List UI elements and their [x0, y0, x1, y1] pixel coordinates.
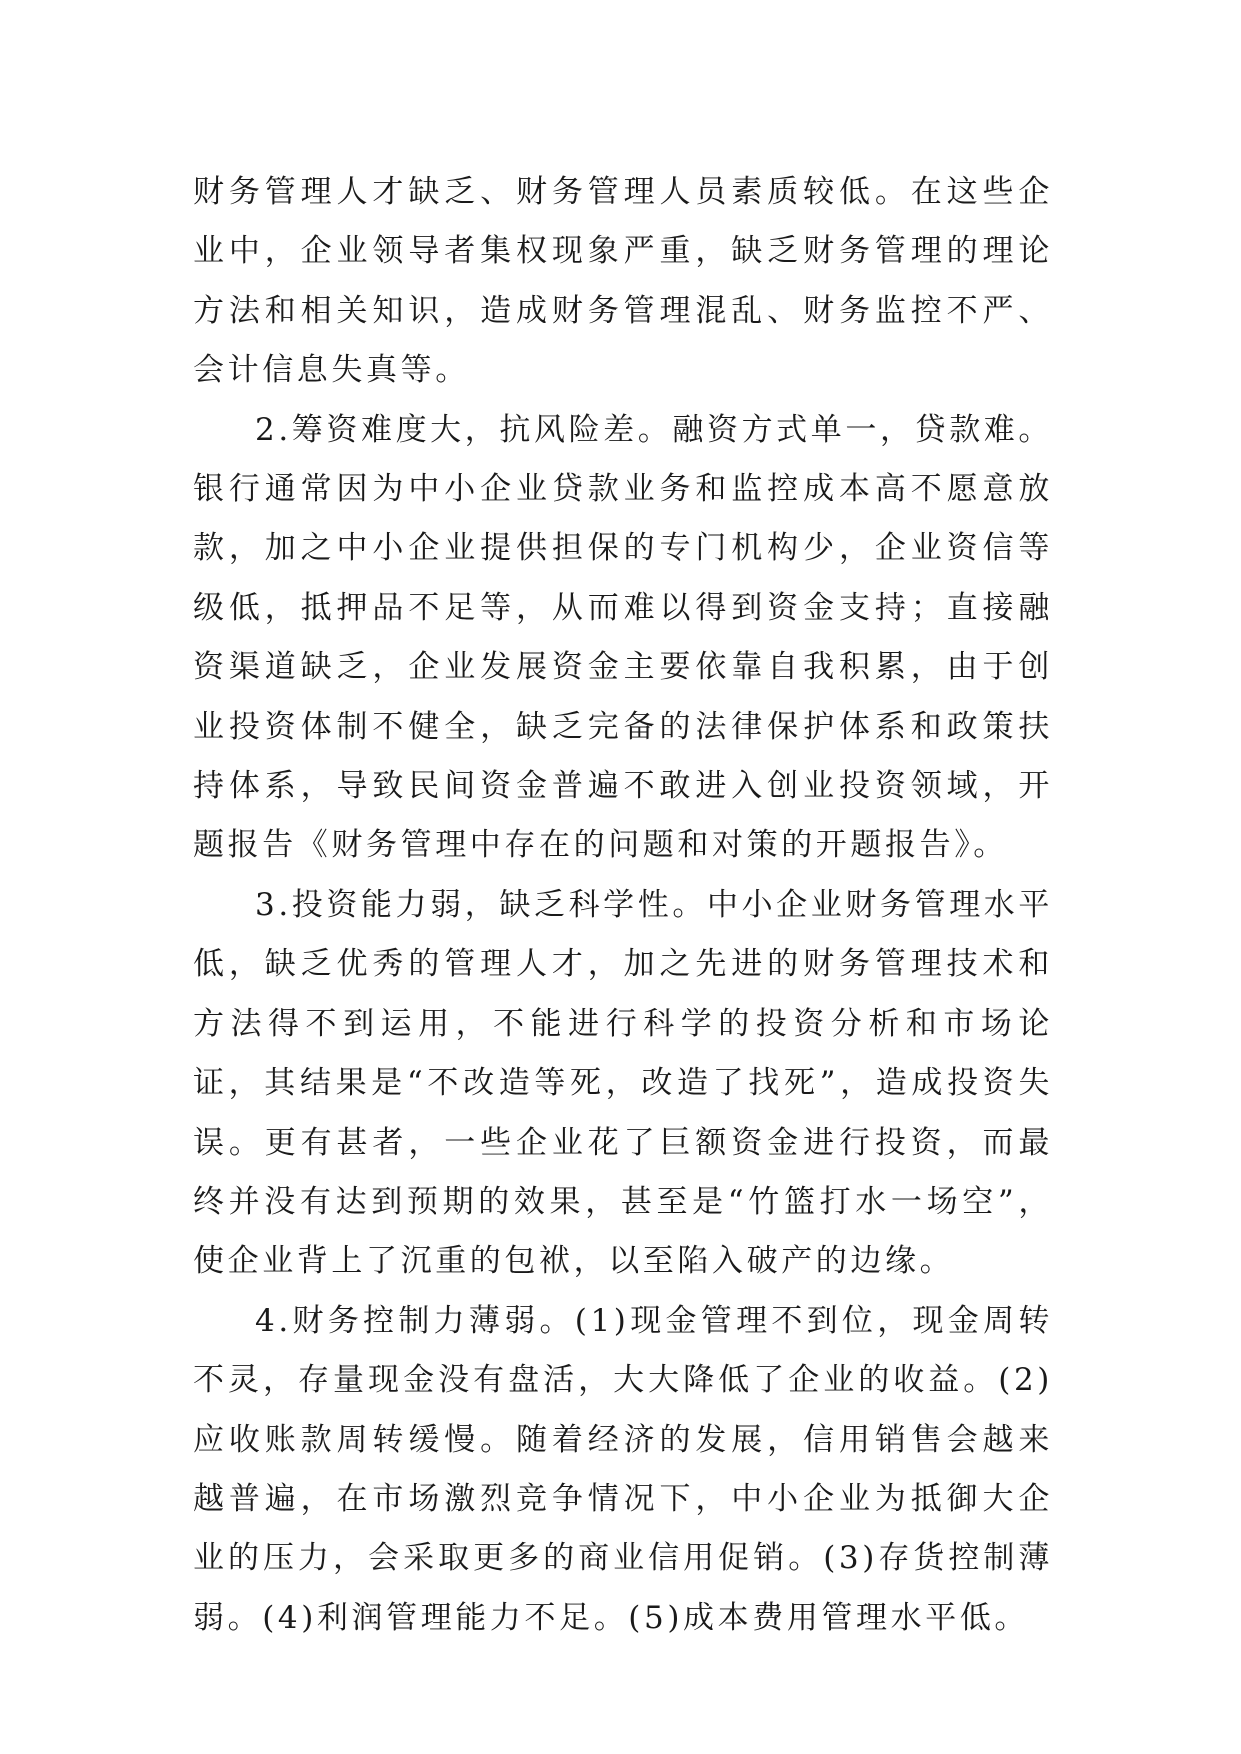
paragraph-point-4: 4.财务控制力薄弱。(1)现金管理不到位，现金周转不灵，存量现金没有盘活，大大降低了企业的收益。(2)应收账款周转缓慢。随着经济的发展，信用销售会越来越普遍，在市场激烈竞争情况下，中小企业为抵御大企业的压力，会采取更多的商业信用促销。(3)存货控制薄弱。(4)利润管理能力不足。(5)成本费用管理水平低。 — [193, 1302, 1053, 1636]
paragraph-continuation: 财务管理人才缺乏、财务管理人员素质较低。在这些企业中，企业领导者集权现象严重，缺乏财务管理的理论方法和相关知识，造成财务管理混乱、财务监控不严、会计信息失真等。 — [193, 174, 1053, 389]
document-body — [193, 163, 1053, 1648]
paragraph-point-2: 2.筹资难度大，抗风险差。融资方式单一，贷款难。银行通常因为中小企业贷款业务和监控成本高不愿意放款，加之中小企业提供担保的专门机构少，企业资信等级低，抵押品不足等，从而难以得到资金支持；直接融资渠道缺乏，企业发展资金主要依靠自我积累，由于创业投资体制不健全，缺乏完备的法律保护体系和政策扶持体系，导致民间资金普遍不敢进入创业投资领域，开题报告《财务管理中存在的问题和对策的开题报告》。 — [193, 411, 1053, 864]
paragraph-point-3: 3.投资能力弱，缺乏科学性。中小企业财务管理水平低，缺乏优秀的管理人才，加之先进的财务管理技术和方法得不到运用，不能进行科学的投资分析和市场论证，其结果是“不改造等死，改造了找死”，造成投资失误。更有甚者，一些企业花了巨额资金进行投资，而最终并没有达到预期的效果，甚至是“竹篮打水一场空”，使企业背上了沉重的包袱，以至陷入破产的边缘。 — [193, 886, 1053, 1280]
